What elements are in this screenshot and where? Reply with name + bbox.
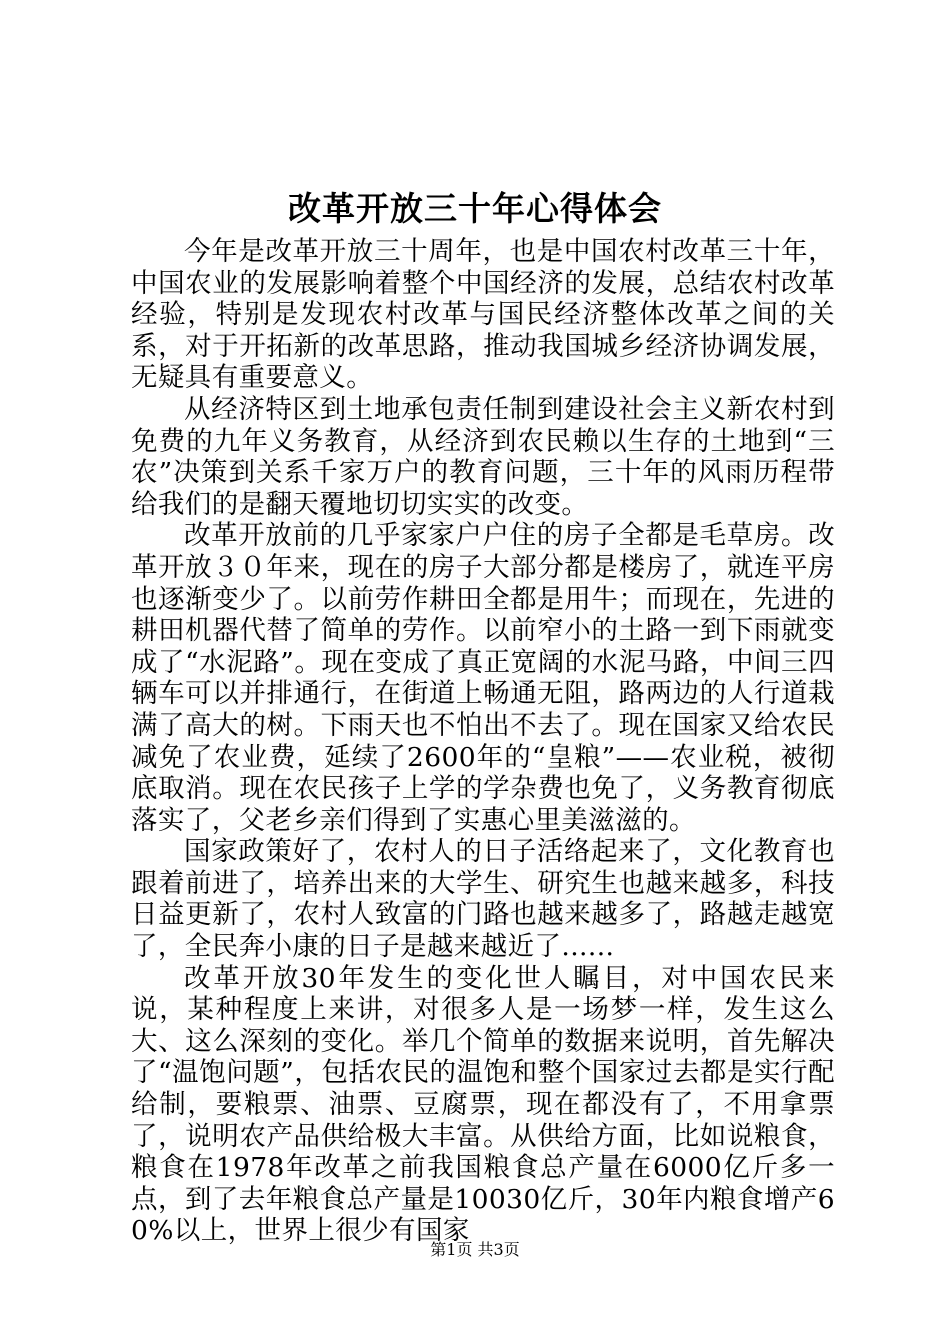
paragraph: 从经济特区到土地承包责任制到建设社会主义新农村到免费的九年义务教育，从经济到农民赖以生存的土地到“三农”决策到关系千家万户的教育问题，三十年的风雨历程带给我们的是翻天覆地切切实实的改变。 [131, 393, 835, 520]
document-body [131, 236, 835, 1247]
paragraph: 改革开放前的几乎家家户户住的房子全都是毛草房。改革开放３０年来，现在的房子大部分都是楼房了，就连平房也逐渐变少了。以前劳作耕田全都是用牛；而现在，先进的耕田机器代替了简单的劳作。以前窄小的土路一到下雨就变成了“水泥路”。现在变成了真正宽阔的水泥马路，中间三四辆车可以并排通行，在街道上畅通无阻，路两边的人行道栽满了高大的树。下雨天也不怕出不去了。现在国家又给农民减免了农业费，延续了2600年的“皇粮”——农业税，被彻底取消。现在农民孩子上学的学杂费也免了，义务教育彻底落实了，父老乡亲们得到了实惠心里美滋滋的。 [131, 520, 835, 836]
page-footer: 第1页 共3页 [430, 1240, 520, 1259]
paragraph: 今年是改革开放三十周年，也是中国农村改革三十年，中国农业的发展影响着整个中国经济的发展，总结农村改革经验，特别是发现农村改革与国民经济整体改革之间的关系，对于开拓新的改革思路，推动我国城乡经济协调发展，无疑具有重要意义。 [131, 236, 835, 394]
document-title: 改革开放三十年心得体会 [288, 189, 662, 228]
paragraph: 国家政策好了，农村人的日子活络起来了，文化教育也跟着前进了，培养出来的大学生、研究生也越来越多，科技日益更新了，农村人致富的门路也越来越多了，路越走越宽了，全民奔小康的日子是越来越近了...... [131, 836, 835, 963]
paragraph: 改革开放30年发生的变化世人瞩目，对中国农民来说，某种程度上来讲，对很多人是一场梦一样，发生这么大、这么深刻的变化。举几个简单的数据来说明，首先解决了“温饱问题”，包括农民的温饱和整个国家过去都是实行配给制，要粮票、油票、豆腐票，现在都没有了，不用拿票了，说明农产品供给极大丰富。从供给方面，比如说粮食，粮食在1978年改革之前我国粮食总产量在6000亿斤多一点，到了去年粮食总产量是10030亿斤，30年内粮食增产60%以上，世界上很少有国家 [131, 962, 835, 1247]
